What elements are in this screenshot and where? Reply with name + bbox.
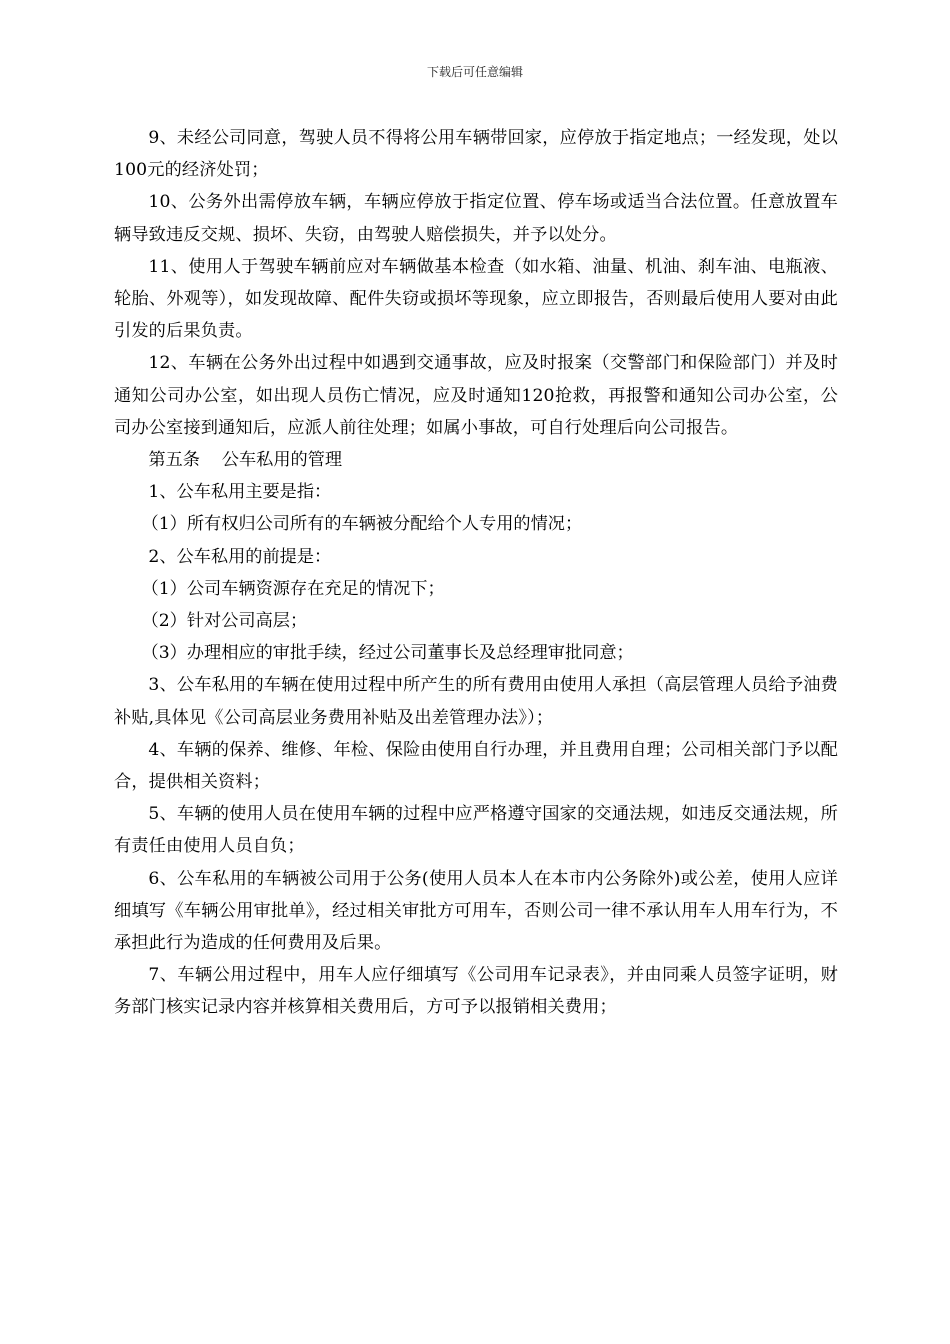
article-5-item-3: 3、公车私用的车辆在使用过程中所产生的所有费用由使用人承担（高层管理人员给予油费补贴,具体见《公司高层业务费用补贴及出差管理办法》）； xyxy=(114,675,838,728)
paragraph-item-10: 10、公务外出需停放车辆，车辆应停放于指定位置、停车场或适当合法位置。任意放置车辆导致违反交规、损坏、失窃，由驾驶人赔偿损失，并予以处分。 xyxy=(114,192,838,245)
document-body xyxy=(114,122,838,1024)
article-5-item-2-sub-1: （1）公司车辆资源存在充足的情况下； xyxy=(141,578,445,599)
article-5-item-5: 5、车辆的使用人员在使用车辆的过程中应严格遵守国家的交通法规，如违反交通法规，所有责任由使用人员自负； xyxy=(114,804,838,857)
article-5-item-4: 4、车辆的保养、维修、年检、保险由使用自行办理，并且费用自理；公司相关部门予以配合，提供相关资料； xyxy=(114,739,838,793)
article-5-item-1-sub-1: （1）所有权归公司所有的车辆被分配给个人专用的情况； xyxy=(141,514,583,535)
paragraph-item-12: 12、车辆在公务外出过程中如遇到交通事故，应及时报案（交警部门和保险部门）并及时通知公司办公室，如出现人员伤亡情况，应及时通知120抢救，再报警和通知公司办公室，公司办公室接到通知后，应派人前往处理；如属小事故，可自行处理后向公司报告。 xyxy=(114,353,838,438)
article-5-item-1: 1、公车私用主要是指： xyxy=(148,482,332,503)
article-5-item-7: 7、车辆公用过程中，用车人应仔细填写《公司用车记录表》，并由同乘人员签字证明，财务部门核实记录内容并核算相关费用后，方可予以报销相关费用； xyxy=(114,965,838,1018)
article-5-item-2-sub-3: （3）办理相应的审批手续，经过公司董事长及总经理审批同意； xyxy=(141,643,634,664)
article-5-heading: 第五条 公车私用的管理 xyxy=(148,450,343,471)
paragraph-item-9: 9、未经公司同意，驾驶人员不得将公用车辆带回家，应停放于指定地点；一经发现，处以100元的经济处罚； xyxy=(114,128,838,181)
paragraph-item-11: 11、使用人于驾驶车辆前应对车辆做基本检查（如水箱、油量、机油、刹车油、电瓶液、轮胎、外观等），如发现故障、配件失窃或损坏等现象，应立即报告，否则最后使用人要对由此引发的后果负责。 xyxy=(114,256,838,342)
article-5-item-2-sub-2: （2）针对公司高层； xyxy=(141,611,308,632)
article-5-item-2: 2、公车私用的前提是： xyxy=(148,546,332,567)
article-5-item-6: 6、公车私用的车辆被公司用于公务(使用人员本人在本市内公务除外)或公差，使用人应详细填写《车辆公用审批单》，经过相关审批方可用车，否则公司一律不承认用车人用车行为，不承担此行为造成的任何费用及后果。 xyxy=(114,868,838,954)
header-note: 下载后可任意编辑 xyxy=(426,65,523,79)
